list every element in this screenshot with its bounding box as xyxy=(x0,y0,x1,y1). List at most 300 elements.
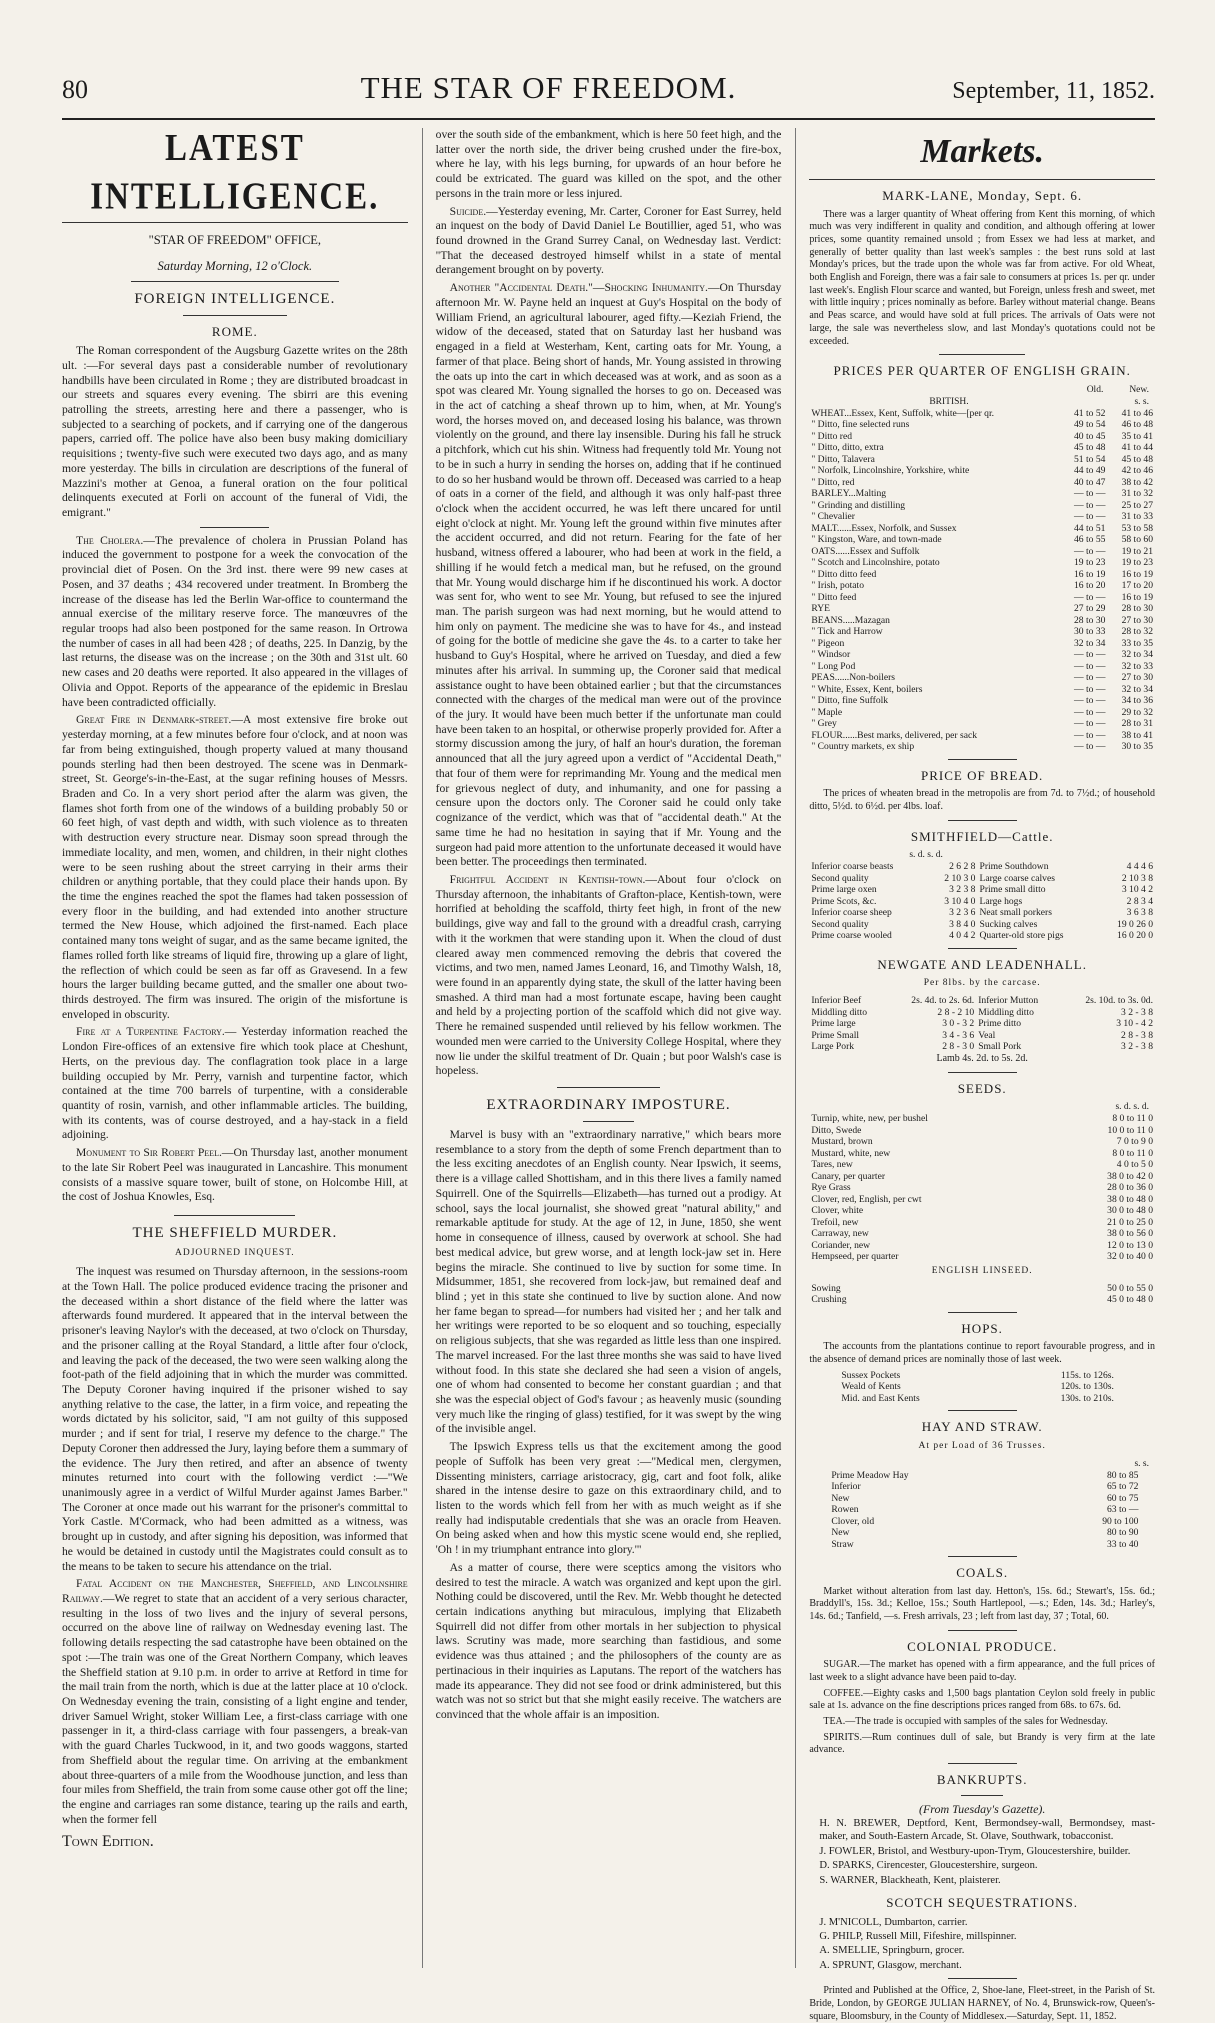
table-row xyxy=(809,1283,1155,1295)
table-cell: 38 0 to 56 0 xyxy=(1107,1228,1154,1240)
table-row xyxy=(809,896,1155,908)
table-cell: — to — xyxy=(1073,729,1106,741)
table-cell: 32 to 33 xyxy=(1121,660,1154,672)
table-row xyxy=(809,1228,1155,1240)
divider xyxy=(948,1556,1017,1557)
table-cell: Crushing xyxy=(811,1294,847,1306)
table-row xyxy=(809,672,1155,684)
grain-column-heads xyxy=(809,384,1155,396)
table-cell: " Country markets, ex ship xyxy=(811,741,915,753)
divider xyxy=(948,1410,1017,1411)
table-cell: BARLEY...Malting xyxy=(811,488,887,500)
table-cell: 2 8 - 3 8 xyxy=(1121,1029,1154,1041)
table-row xyxy=(809,1041,1155,1053)
office-time xyxy=(62,259,408,275)
table-row xyxy=(809,730,1155,742)
divider xyxy=(174,1215,295,1216)
peel-article xyxy=(62,1146,408,1205)
table-cell: 3 2 - 3 8 xyxy=(1121,1041,1154,1053)
divider xyxy=(948,1763,1017,1764)
table-row xyxy=(809,557,1155,569)
table-cell: Inferior Beef xyxy=(811,995,862,1007)
table-cell: 16 0 20 0 xyxy=(1117,930,1154,942)
table-cell: 2s. 4d. to 2s. 6d. xyxy=(911,995,975,1007)
table-cell: Large hogs xyxy=(979,895,1023,907)
table-cell: Middling ditto xyxy=(811,1006,868,1018)
table-cell: " Ditto, fine Suffolk xyxy=(811,695,889,707)
table-cell: 2 8 3 4 xyxy=(1126,895,1154,907)
table-cell: 3 10 4 0 xyxy=(944,895,976,907)
table-cell: Clover, old xyxy=(831,1515,875,1527)
table-cell: 7 0 to 9 0 xyxy=(1116,1136,1154,1148)
table-cell: 16 to 19 xyxy=(1121,568,1154,580)
smithfield-heading: SMITHFIELD—Cattle. xyxy=(910,828,1054,844)
table-cell: 130s. to 210s. xyxy=(1060,1392,1114,1404)
town-edition: Town Edition. xyxy=(62,1832,154,1850)
table-cell: Prime Small xyxy=(811,1029,860,1041)
suicide-article xyxy=(436,205,782,279)
table-cell: Veal xyxy=(978,1029,996,1041)
imposture-heading: EXTRAORDINARY IMPOSTURE. xyxy=(486,1097,731,1113)
table-cell: 16 to 19 xyxy=(1121,591,1154,603)
turpentine-article xyxy=(62,1025,408,1143)
table-cell: 3 6 3 8 xyxy=(1126,907,1154,919)
fire-lead: Great Fire in Denmark-street. xyxy=(76,713,232,727)
kentish-lead: Frightful Accident in Kentish-town. xyxy=(449,872,646,886)
cholera-text: —The prevalence of cholera in Prussian Poland has induced the government to postpone for a week the convocation of the provincial diet of Posen. On the 3rd inst. there were 99 new cases at Posen, and 37 deaths ; 434 recovered under treatment. In Bromberg the increase of the disease has led the Berlin War-office to countermand the annual exercise of the military reserve force. The manœuvres of the regular troops had also been postponed for the same reason. In Ortrowa the number of cases in all had been 428 ; of deaths, 225. In Danzig, by the last returns, the disease was on the increase ; on the 30th and 31st ult. 60 new cases and 20 deaths were reported. It also appeared in the villages of Olivia and Oppot. Reports of the appearance of the epidemic in Breslau have been contradicted officially. xyxy=(62,533,408,709)
newgate-table xyxy=(809,995,1155,1053)
page-number: 80 xyxy=(62,75,88,104)
table-cell: 3 0 - 3 2 xyxy=(942,1018,975,1030)
table-row xyxy=(809,1159,1155,1171)
table-row xyxy=(809,1251,1155,1263)
table-cell: 3 4 - 3 6 xyxy=(942,1029,975,1041)
railway-lead: Fatal Accident on the Manchester, Sheffield, and Lincolnshire Railway. xyxy=(62,1577,408,1605)
column-1 xyxy=(62,128,408,1968)
table-cell: Rowen xyxy=(831,1504,859,1516)
table-row xyxy=(809,718,1155,730)
table-row xyxy=(809,603,1155,615)
table-cell: 4 4 4 6 xyxy=(1126,861,1154,873)
table-row xyxy=(809,873,1155,885)
table-cell: 45 to 48 xyxy=(1073,442,1106,454)
table-row xyxy=(809,465,1155,477)
table-cell: 30 to 33 xyxy=(1073,626,1106,638)
table-row xyxy=(809,1148,1155,1160)
table-cell: 38 0 to 48 0 xyxy=(1107,1193,1154,1205)
table-row xyxy=(809,1205,1155,1217)
divider xyxy=(948,1630,1017,1631)
table-cell: 27 to 30 xyxy=(1121,614,1154,626)
table-row xyxy=(809,511,1155,523)
railway-continued: over the south side of the embankment, which is here 50 feet high, and the latter over the north side, the driver being crushed under the fire-box, where he lay, with his legs burning, for upwards of an hour before he could be extricated. The guard was killed on the spot, and the other persons in the train more or less injured. xyxy=(435,128,782,200)
table-cell: 44 to 51 xyxy=(1073,522,1106,534)
newgate-subtitle: Per 8lbs. by the carcase. xyxy=(923,978,1041,989)
fire-article xyxy=(62,713,408,1022)
table-cell: 51 to 54 xyxy=(1073,453,1106,465)
smithfield-table xyxy=(809,861,1155,942)
table-row xyxy=(829,1470,1140,1482)
bankrupts-heading: BANKRUPTS. xyxy=(936,1772,1028,1788)
table-cell: 60 to 75 xyxy=(1106,1492,1139,1504)
table-row xyxy=(839,1393,1116,1405)
table-cell: 32 to 34 xyxy=(1073,637,1106,649)
list-item: J. M'NICOLL, Dumbarton, carrier. xyxy=(819,1916,968,1928)
table-cell: PEAS......Non-boilers xyxy=(811,672,896,684)
seeds-units-text: s. d. s. d. xyxy=(1115,1102,1150,1113)
divider xyxy=(583,1121,635,1122)
hay-units xyxy=(809,1458,1155,1470)
table-cell: 44 to 49 xyxy=(1073,465,1106,477)
divider xyxy=(131,281,338,282)
table-cell: 28 0 to 36 0 xyxy=(1107,1182,1154,1194)
watch-article: As a matter of course, there were sceptics among the visitors who desired to test the miracle. A watch was organized and kept upon the girl. Nothing could be discovered, until the Rev. Mr. Webb thought he detected certain indications anything but miraculous, implying that Elizabeth Squirrell did not differ from other mortals in her subjection to physical laws. Scrutiny was made, more searching than fastidious, and some evidence was thus attained ; and the philosophers of the county are as pertinacious in their inquiries as Laputans. The report of the watchers has made its appearance. They did not see food or drink administered, but this watch was not so strict but that she might easily receive. The watchers are convinced that the whole affair is an imposition. xyxy=(435,1560,782,1722)
kentish-text: —About four o'clock on Thursday afternoon, the inhabitants of Grafton-place, Kentish-town, were horrified at beholding the scaffold, thirty feet high, in front of the new buildings, give way and fall to the ground with a dreadful crash, carrying with it the workmen that were standing upon it. When the cloud of dust cleared away men commenced removing the debris that covered the victims, and two men, named James Leonard, 16, and Timothy Walsh, 18, were found in an apparently dying state, the skull of the latter having been smashed. A third man had a most fortunate escape, having been caught and held by a projecting portion of the scaffold which did not give way. There he remained suspended until relieved by his fellow workmen. The wounded men were carried to the University College Hospital, where they now lie under the skilful treatment of Dr. Quain ; but poor Walsh's case is hopeless. xyxy=(435,872,782,1078)
table-cell: Sowing xyxy=(811,1282,841,1294)
markets-heading: Markets. xyxy=(920,133,1045,170)
table-row xyxy=(809,419,1155,431)
divider xyxy=(961,1795,1002,1796)
table-row xyxy=(809,930,1155,942)
table-cell: New xyxy=(831,1527,850,1539)
list-item: G. PHILP, Russell Mill, Fifeshire, millspinner. xyxy=(819,1931,1017,1942)
table-cell: Small Pork xyxy=(978,1041,1022,1053)
table-cell: Trefoil, new xyxy=(811,1216,859,1228)
table-cell: Prime large xyxy=(811,1018,856,1030)
table-cell: 46 to 55 xyxy=(1073,534,1106,546)
table-cell: Ditto, Swede xyxy=(811,1124,862,1136)
table-row xyxy=(809,684,1155,696)
railway-text: —We regret to state that an accident of a very serious character, resulting in the loss of two lives and the injury of several persons, occurred on the above line of railway on Wednesday evening last. The following details respecting the sad catastrophe have been obtained on the spot :—The train was one of the Great Northern Company, which leaves the Sheffield station at 9.10 p.m. in order to arrive at Retford in time for the mail train from the north, which is due at the latter place at 10 o'clock. On Wednesday evening the train, consisting of a light engine and tender, driver Samuel Wright, stoker William Lee, a first-class carriage with one passenger in it, a third-class carriage with four passengers, a break-van with the guard Charles Tuckwood, in it, and two goods waggons, started from Sheffield about the regular time. On arriving at the embankment about three-quarters of a mile from the Woodhouse junction, and less than four miles from Sheffield, the train from some cause other got off the line; the engine and carriages ran some distance, tearing up the rails and earth, when the former fell xyxy=(62,1592,408,1826)
gazette-caption: (From Tuesday's Gazette). xyxy=(918,1801,1046,1816)
table-cell: 31 to 32 xyxy=(1121,488,1154,500)
table-cell: 38 0 to 42 0 xyxy=(1107,1170,1154,1182)
table-cell: — to — xyxy=(1073,591,1106,603)
imposture-article: Marvel is busy with an "extraordinary narrative," which bears more resemblance to a story from the depth of some French department than to the less exciting anecdotes of an English county. Near Ipswich, it seems, there is a village called Shottisham, and in this there lives a family named Squirrell. One of the Squirrells—Elizabeth—has turned out a prodigy. At school, says the local journalist, she showed great "natural ability," and remarkable aptitude for study. At the age of 12, in June, 1850, she went home in consequence of illness, caused by overwork at school. She had best medical advice, but grew worse, and at length lock-jaw set in. Here begins the miracle. She continued to live by suction for some time. In Midsummer, 1851, she recovered from lock-jaw, but remained deaf and blind ; yet in this state she continued to live by suction alone. And now her fame began to spread—for numbers had visited her ; and her talk and her writings were reported to be so eloquent and so touching, especially on religious subjects, that she was regarded as little less than one inspired. The marvel increased. For the last three months she was said to have lived without food. In this state she declared she had seen a vision of angels, one of whom had consented to become her constant guardian ; and that she was the especial object of God's favour ; as heavenly music (sounding very much like the ringing of glass) testified, for it was swept by the wing of the invisible angel. xyxy=(435,1128,782,1436)
table-row xyxy=(809,1125,1155,1137)
table-row xyxy=(839,1381,1116,1393)
table-cell: Mustard, brown xyxy=(811,1136,873,1148)
table-cell: Sucking calves xyxy=(979,918,1038,930)
table-row xyxy=(809,626,1155,638)
columns xyxy=(62,128,1156,2022)
issue-date: September, 11, 1852. xyxy=(952,78,1155,104)
table-row xyxy=(809,615,1155,627)
list-item: A. SMELLIE, Springburn, grocer. xyxy=(819,1945,965,1957)
table-cell: " Norfolk, Lincolnshire, Yorkshire, white xyxy=(811,465,970,477)
smithfield-units-text: s. d. s. d. xyxy=(909,850,943,861)
table-cell: " Ditto, red xyxy=(811,476,855,488)
table-cell: 41 to 44 xyxy=(1121,442,1154,454)
table-cell: 3 10 4 2 xyxy=(1121,884,1154,896)
coffee-text: COFFEE.—Eighty casks and 1,500 bags plantation Ceylon sold freely in public sale at 1s. advance on the fine descriptions prices ranged from 68s. to 67s. 6d. xyxy=(809,1687,1156,1712)
table-row xyxy=(809,661,1155,673)
table-cell: 41 to 46 xyxy=(1121,407,1154,419)
table-cell: 32 0 to 40 0 xyxy=(1107,1251,1154,1263)
peel-lead: Monument to Sir Robert Peel. xyxy=(76,1146,222,1160)
seeds-heading: SEEDS. xyxy=(957,1080,1007,1096)
table-cell: 33 to 40 xyxy=(1106,1538,1139,1550)
office-line: "STAR OF FREEDOM" OFFICE, xyxy=(148,232,322,247)
table-cell: Prime ditto xyxy=(978,1018,1022,1030)
list-item: H. N. BREWER, Deptford, Kent, Bermondsey-wall, Bermondsey, mast-maker, and South-Eastern Arcade, St. Olave, Southwark, tobacconist. xyxy=(819,1817,1156,1843)
table-cell: " Grey xyxy=(811,718,837,730)
table-row xyxy=(809,454,1155,466)
table-cell: " Tick and Harrow xyxy=(811,626,883,638)
table-cell: 120s. to 130s. xyxy=(1060,1381,1114,1393)
grain-heading: PRICES PER QUARTER OF ENGLISH GRAIN. xyxy=(833,363,1131,379)
table-row xyxy=(829,1527,1140,1539)
coals-text: Market without alteration from last day. Hetton's, 15s. 6d.; Stewart's, 15s. 6d.; Braddyll's, 15s. 3d.; Kelloe, 15s.; South Hartlepool, —s.; Eden, 14s. 3d.; Harley's, 14s. 6d.; Tanfield, —s. Fresh arrivals, 23 ; left from last day, 37 ; Total, 60. xyxy=(809,1585,1156,1623)
table-cell: Inferior xyxy=(831,1481,861,1493)
list-item: S. WARNER, Blackheath, Kent, plaisterer. xyxy=(819,1874,1001,1886)
divider xyxy=(939,354,1025,355)
table-cell: 41 to 52 xyxy=(1073,407,1106,419)
list-item: A. SPRUNT, Glasgow, merchant. xyxy=(819,1959,962,1971)
ipswich-article: The Ipswich Express tells us that the excitement among the good people of Suffolk has been very great :—"Medical men, clergymen, Dissenting ministers, carriage aristocracy, gig, cart and foot folk, alike shared in the intense desire to gaze on this extraordinary child, and to listen to the words which fell from her with as much weight as if she really had indisputable credentials that she was an oracle from Heaven. On being asked when and how this mystic scene would end, she replied, 'Oh ! in my triumphant entrance into glory.'" xyxy=(435,1440,782,1557)
newspaper-title: THE STAR OF FREEDOM. xyxy=(360,70,737,105)
table-row xyxy=(809,1030,1155,1042)
table-row xyxy=(809,649,1155,661)
table-cell: " Scotch and Lincolnshire, potato xyxy=(811,557,940,569)
table-row xyxy=(809,569,1155,581)
table-cell: 40 to 47 xyxy=(1073,476,1106,488)
table-row xyxy=(809,523,1155,535)
divider xyxy=(557,1087,661,1088)
table-cell: Inferior coarse sheep xyxy=(811,907,892,919)
table-row xyxy=(809,1294,1155,1306)
table-cell: 45 to 48 xyxy=(1121,453,1154,465)
peel-text: —On Thursday last, another monument to the late Sir Robert Peel was inaugurated in Lancashire. This monument consists of a massive square tower, built of stone, on Holcombe Hill, at the cost of Joshua Knowles, Esq. xyxy=(62,1146,408,1204)
table-cell: 17 to 20 xyxy=(1121,580,1154,592)
table-cell: 46 to 48 xyxy=(1121,419,1154,431)
latest-intelligence-heading: LATEST INTELLIGENCE. xyxy=(90,128,380,218)
table-cell: RYE xyxy=(811,603,831,615)
newgate-lamb: Lamb 4s. 2d. to 5s. 2d. xyxy=(936,1052,1028,1064)
scotch-list xyxy=(809,1916,1155,1973)
table-cell: Mid. and East Kents xyxy=(841,1392,920,1404)
table-cell: Large coarse calves xyxy=(979,872,1055,884)
table-cell: Prime large oxen xyxy=(811,884,877,896)
hops-text: The accounts from the plantations continue to report favourable progress, and in the absence of demand prices are nominally those of last week. xyxy=(809,1341,1156,1365)
table-cell: 21 0 to 25 0 xyxy=(1107,1216,1154,1228)
linseed-heading: ENGLISH LINSEED. xyxy=(931,1265,1033,1276)
divider xyxy=(183,315,287,316)
railway-article xyxy=(62,1577,408,1827)
table-cell: " Maple xyxy=(811,706,843,718)
table-cell: 2 6 2 8 xyxy=(949,861,976,873)
sheffield-article: The inquest was resumed on Thursday afternoon, in the sessions-room at the Town Hall. The police produced evidence tracing the prisoner and the deceased within a short distance of the field where the latter was afterwards found murdered. It appeared that in the interval between the prisoner's leaving Naylor's with the deceased, at two o'clock on Thursday, and the prisoner calling at the Royal Standard, a little after four o'clock, and leaving the pack of the deceased, the two were seen walking along the foot-path of the field adjoining that in which the murder was committed. The Deputy Coroner having inquired if the prisoner wished to say anything relative to the case, the latter, in a firm voice, and repeating the words dictated by his solicitor, said, "I am not guilty of this supposed murder ; and if sent for trial, I reserve my defence to the charge." The Deputy Coroner then addressed the Jury, laying before them a summary of the evidence. The Jury then retired, and after an absence of twenty minutes returned into court with the following verdict :—"We unanimously agree in a verdict of Wilful Murder against James Barber." The Coroner at once made out his warrant for the prisoner's committal to York Castle. M'Cormack, who had been admitted as a witness, was brought up in custody, and after signing his deposition, was informed that he would be detained in custody until the Magistrates could consult as to the means to be taken to secure his attendance on the trial. xyxy=(62,1265,408,1573)
table-cell: " Ditto, Talavera xyxy=(811,453,875,465)
table-row xyxy=(809,431,1155,443)
table-row xyxy=(809,408,1155,420)
table-row xyxy=(809,1018,1155,1030)
grain-new-label: New. xyxy=(1129,384,1150,395)
table-cell: " Ditto red xyxy=(811,430,853,442)
table-row xyxy=(809,1171,1155,1183)
table-cell: Inferior Mutton xyxy=(978,995,1039,1007)
table-cell: Prime small ditto xyxy=(979,884,1046,896)
divider xyxy=(948,948,1017,949)
divider xyxy=(200,527,269,528)
table-cell: Large Pork xyxy=(811,1041,855,1053)
table-row xyxy=(809,919,1155,931)
table-cell: 58 to 60 xyxy=(1121,534,1154,546)
table-cell: Prime Meadow Hay xyxy=(831,1469,909,1481)
foreign-intelligence-heading: FOREIGN INTELLIGENCE. xyxy=(134,290,336,307)
table-cell: 45 0 to 48 0 xyxy=(1107,1294,1154,1306)
tea-text: TEA.—The trade is occupied with samples of the sales for Wednesday. xyxy=(823,1715,1108,1727)
table-cell: 33 to 35 xyxy=(1121,637,1154,649)
table-cell: 8 0 to 11 0 xyxy=(1112,1147,1154,1159)
marklane-heading: MARK-LANE, Monday, Sept. 6. xyxy=(882,188,1083,204)
table-cell: BEANS.....Mazagan xyxy=(811,614,890,626)
table-row xyxy=(809,1007,1155,1019)
table-cell: 3 8 4 0 xyxy=(949,918,976,930)
table-cell: Sussex Pockets xyxy=(841,1369,901,1381)
table-cell: 2s. 10d. to 3s. 0d. xyxy=(1085,995,1154,1007)
table-cell: — to — xyxy=(1073,672,1106,684)
accidental-death-article xyxy=(436,281,782,870)
table-cell: — to — xyxy=(1073,683,1106,695)
divider xyxy=(948,1312,1017,1313)
table-cell: New xyxy=(831,1492,850,1504)
divider xyxy=(948,1978,1017,1979)
table-cell: 40 to 45 xyxy=(1073,430,1106,442)
suicide-lead: Suicide. xyxy=(449,204,487,218)
smithfield-units xyxy=(809,849,1155,861)
table-cell: Quarter-old store pigs xyxy=(979,930,1064,942)
table-cell: 28 to 30 xyxy=(1121,603,1154,615)
table-cell: " Irish, potato xyxy=(811,580,865,592)
hay-table xyxy=(829,1470,1140,1551)
table-cell: Turnip, white, new, per bushel xyxy=(811,1113,928,1125)
table-cell: Inferior coarse beasts xyxy=(811,861,894,873)
rome-article: The Roman correspondent of the Augsburg Gazette writes on the 28th ult. :—For several days past a considerable number of revolutionary handbills have been circulated in Rome ; they are distributed broadcast in our streets and squares every evening. The sbirri are this evening patrolling the streets, arresting here and there a passenger, who is subjected to a searching of pockets, and if carrying one of the dangerous papers, carried off. The police have also been busy making domiciliary requisitions ; twenty-five such were executed two days ago, and as many more yesterday. The bills in circulation are descriptions of the funeral of Mazzini's mother at Genoa, a funeral oration on the four political delinquents executed at Forli on account of the funeral of Vidi, the emigrant." xyxy=(62,344,408,520)
table-row xyxy=(809,500,1155,512)
table-cell: " Windsor xyxy=(811,649,851,661)
hay-units-text: s. s. xyxy=(1134,1458,1150,1469)
table-cell: 10 0 to 11 0 xyxy=(1107,1124,1154,1136)
table-cell: 53 to 58 xyxy=(1121,522,1154,534)
table-cell: 28 to 32 xyxy=(1121,626,1154,638)
table-cell: 16 to 20 xyxy=(1073,580,1106,592)
list-item: D. SPARKS, Cirencester, Gloucestershire, surgeon. xyxy=(819,1860,1038,1872)
table-cell: " Pigeon xyxy=(811,637,845,649)
table-cell: Mustard, white, new xyxy=(811,1147,891,1159)
scotch-heading: SCOTCH SEQUESTRATIONS. xyxy=(886,1895,1079,1911)
table-cell: 31 to 33 xyxy=(1121,511,1154,523)
colonial-heading: COLONIAL PRODUCE. xyxy=(907,1638,1058,1654)
table-cell: 3 2 3 6 xyxy=(949,907,976,919)
list-item: J. FOWLER, Bristol, and Westbury-upon-Trym, Gloucestershire, builder. xyxy=(819,1845,1131,1857)
table-cell: 28 to 30 xyxy=(1073,614,1106,626)
table-row xyxy=(809,741,1155,753)
table-cell: Carraway, new xyxy=(811,1228,869,1240)
hops-table xyxy=(839,1370,1116,1405)
table-cell: Canary, per quarter xyxy=(811,1170,886,1182)
imprint: Printed and Published at the Office, 2, Shoe-lane, Fleet-street, in the Parish of St. Bride, London, by GEORGE JULIAN HARNEY, of No. 4, Brunswick-row, Queen's-square, Bloomsbury, in the County of Middlesex.—Saturday, Sept. 11, 1852. xyxy=(809,1985,1156,2022)
table-cell: 50 0 to 55 0 xyxy=(1107,1282,1154,1294)
sugar-text: SUGAR.—The market has opened with a firm appearance, and the full prices of last week to a slight advance have been paid to-day. xyxy=(809,1659,1156,1683)
table-row xyxy=(809,1136,1155,1148)
table-cell: Prime Southdown xyxy=(979,861,1049,873)
sheffield-heading: THE SHEFFIELD MURDER. xyxy=(132,1225,338,1242)
table-row xyxy=(809,707,1155,719)
table-cell: Clover, white xyxy=(811,1205,864,1217)
table-row xyxy=(809,1113,1155,1125)
bread-text: The prices of wheaten bread in the metropolis are from 7d. to 7½d.; of household ditto, 5½d. to 6½d. per 4lbs. loaf. xyxy=(809,788,1156,813)
table-cell: 30 to 35 xyxy=(1121,741,1154,753)
hay-subtitle: At per Load of 36 Trusses. xyxy=(918,1440,1046,1451)
table-cell: 3 2 3 8 xyxy=(949,884,976,896)
table-cell: FLOUR......Best marks, delivered, per sack xyxy=(811,729,978,741)
table-cell: 27 to 29 xyxy=(1073,603,1106,615)
table-cell: " White, Essex, Kent, boilers xyxy=(811,683,923,695)
table-cell: OATS......Essex and Suffolk xyxy=(811,545,920,557)
grain-british-label: BRITISH. xyxy=(929,396,969,407)
kentish-article xyxy=(436,873,782,1079)
table-cell: " Ditto, ditto, extra xyxy=(811,442,884,454)
table-cell: Neat small porkers xyxy=(979,907,1052,919)
table-cell: 2 10 3 0 xyxy=(944,872,976,884)
table-cell: Hempseed, per quarter xyxy=(811,1251,899,1263)
fire-text: —A most extensive fire broke out yesterday morning, at a few minutes before four o'clock, and at noon was far from being extinguished, though property valued at many thousand pounds sterling had then been destroyed. The scene was in Denmark-street, St. George's-in-the-East, at the sugar refining houses of Messrs. Braden and Co. In a very short period after the alarm was given, the flames shot forth from one of the windows of a building probably 50 or 60 feet high, of vast depth and width, with such violence as to threaten with destruction every structure near. Dismay soon spread through the immediate locality, and men, women, and children, in their night clothes were to be seen rushing about the street carrying in their arms their children or anything portable, that they could place their hands upon. By the time the engines reached the spot the flames had taken possession of every floor in the building, and had extended into another structure termed the New House, which adjoined the first-named. Each place contained many tons weight of sugar, and as the same became ignited, the flames rolled forth like streams of liquid fire, throwing up a glare of light, the reflection of which could be seen as far off as Gravesend. In a few hours the larger building became gutted, and the smaller one about two-thirds destroyed. The firm was insured. The origin of the misfortune is enveloped in obscurity. xyxy=(62,713,408,1021)
table-cell: 2 8 - 2 10 xyxy=(937,1006,975,1018)
table-cell: Prime coarse wooled xyxy=(811,930,892,942)
table-cell: 42 to 46 xyxy=(1121,465,1154,477)
table-cell: — to — xyxy=(1073,718,1106,730)
column-3 xyxy=(795,128,1156,2022)
table-cell: Prime Scots, &c. xyxy=(811,895,877,907)
table-cell: 32 to 34 xyxy=(1121,649,1154,661)
table-row xyxy=(809,477,1155,489)
table-cell: 32 to 34 xyxy=(1121,683,1154,695)
table-cell: " Kingston, Ware, and town-made xyxy=(811,534,942,546)
table-cell: 3 2 - 3 8 xyxy=(1121,1006,1154,1018)
spirits-text: SPIRITS.—Rum continues dull of sale, but Brandy is very firm at the late advance. xyxy=(809,1731,1156,1756)
table-row xyxy=(809,1194,1155,1206)
hops-heading: HOPS. xyxy=(961,1320,1003,1336)
table-cell: " Chevalier xyxy=(811,511,855,523)
table-cell: 3 10 - 4 2 xyxy=(1116,1018,1154,1030)
table-cell: 38 to 41 xyxy=(1121,729,1154,741)
table-row xyxy=(809,907,1155,919)
table-cell: 16 to 19 xyxy=(1073,568,1106,580)
table-row xyxy=(809,695,1155,707)
table-cell: 4 0 4 2 xyxy=(949,930,976,942)
table-row xyxy=(809,1182,1155,1194)
table-cell: 38 to 42 xyxy=(1121,476,1154,488)
table-cell: Straw xyxy=(831,1538,854,1550)
masthead xyxy=(62,70,1155,120)
bankrupts-list xyxy=(809,1817,1155,1887)
suicide-text: —Yesterday evening, Mr. Carter, Coroner for East Surrey, held an inquest on the body of David Daniel Le Boutillier, aged 51, who was found drowned in the Grand Surrey Canal, on Wednesday last. Verdict: "That the deceased destroyed himself whilst in a state of mental derangement brought on by poverty. xyxy=(435,204,782,277)
table-cell: " Ditto, fine selected runs xyxy=(811,419,910,431)
table-cell: — to — xyxy=(1073,499,1106,511)
table-cell: — to — xyxy=(1073,511,1106,523)
coals-heading: COALS. xyxy=(956,1565,1009,1581)
table-cell: Tares, new xyxy=(811,1159,853,1171)
table-cell: 34 to 36 xyxy=(1121,695,1154,707)
table-row xyxy=(809,442,1155,454)
table-cell: 63 to — xyxy=(1106,1504,1139,1516)
divider xyxy=(948,1072,1017,1073)
table-cell: Coriander, new xyxy=(811,1239,871,1251)
table-cell: 2 8 - 3 0 xyxy=(942,1041,975,1053)
table-cell: 115s. to 126s. xyxy=(1060,1369,1114,1381)
grain-subheads xyxy=(809,396,1155,408)
